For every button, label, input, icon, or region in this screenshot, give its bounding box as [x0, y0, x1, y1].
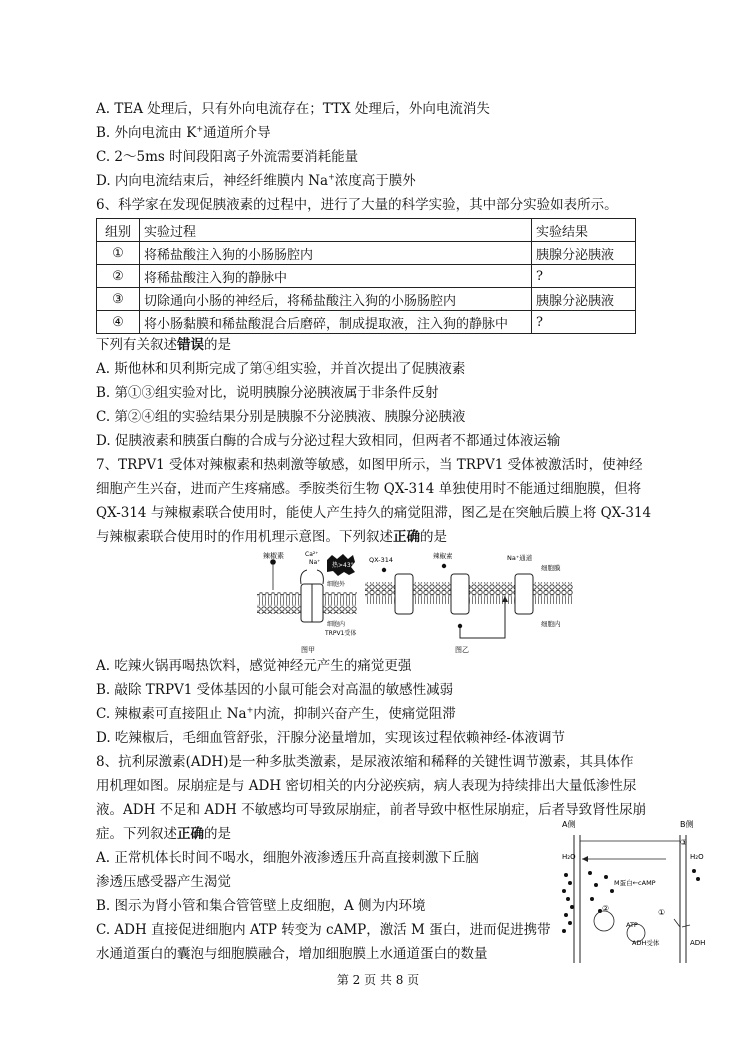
trpv1-channel	[451, 574, 469, 614]
q5-option-c: C. 2～5ms 时间段阳离子外流需要消耗能量	[96, 149, 359, 165]
fig-a-caption: 图甲	[301, 646, 315, 654]
water-right-label: H₂O	[690, 853, 704, 861]
fig-a-heat-label: 热>43℃	[332, 562, 358, 569]
fig-b-qx-label: QX-314	[369, 556, 393, 564]
capsaicin-molecule	[270, 559, 276, 565]
q8-option-c-line2: 水通道蛋白的囊泡与细胞膜融合，增加细胞膜上水通道蛋白的数量	[96, 946, 488, 962]
q8-option-a-line1: A. 正常机体长时间不喝水，细胞外液渗透压升高直接刺激下丘脑	[96, 850, 479, 866]
atp-label: ATP	[626, 921, 638, 929]
fig-a-capsaicin-label: 辣椒素	[263, 552, 284, 560]
water-left-label: H₂O	[562, 853, 576, 861]
fig-b-caption: 图乙	[455, 646, 469, 654]
table-cell: 将稀盐酸注入狗的小肠肠腔内	[140, 242, 532, 265]
q5-option-a: A. TEA 处理后，只有外向电流存在；TTX 处理后，外向电流消失	[96, 101, 490, 117]
q5-option-d: D. 内向电流结束后，神经纤维膜内 Na+浓度高于膜外	[96, 172, 416, 189]
side-a-label: A侧	[562, 820, 576, 829]
fig-b-membrane-label: 细胞膜	[541, 564, 561, 572]
table-cell: ?	[532, 311, 636, 334]
q6-option-d: D. 促胰液素和胰蛋白酶的合成与分泌过程大致相同，但两者不都通过体液运输	[96, 433, 561, 449]
q8-stem-line1: 8、抗利尿激素(ADH)是一种多肽类激素，是尿液浓缩和稀释的关键性调节激素，其具体作	[96, 754, 634, 770]
trpv1-channel	[395, 574, 413, 614]
fig-a-na-label: Na⁺	[309, 559, 321, 566]
q6-prompt: 下列有关叙述错误的是	[96, 337, 231, 353]
q5-option-b: B. 外向电流由 K+通道所介导	[96, 124, 271, 141]
fig-a-out-label: 细胞外	[327, 581, 346, 588]
fig-a	[257, 551, 358, 654]
q8-stem-line4: 症。下列叙述正确的是	[96, 826, 231, 842]
fig-a-in-label: 细胞内	[327, 621, 346, 628]
q7-stem-line1: 7、TRPV1 受体对辣椒素和热刺激等敏感，如图甲所示，当 TRPV1 受体被激活时，使神经	[96, 457, 643, 473]
table-row	[97, 311, 636, 334]
step-3-label: ③	[680, 838, 688, 847]
fig-a-ion-label: Ca²⁺	[305, 551, 319, 558]
q8-stem-line2: 用机理如图。尿崩症是与 ADH 密切相关的内分泌疾病，病人表现为持续排出大量低渗性尿	[96, 778, 637, 794]
na-channel	[515, 574, 533, 614]
q8-option-a-line2: 渗透压感受器产生渴觉	[96, 874, 231, 890]
table-row	[97, 242, 636, 265]
table-header-row	[97, 219, 636, 242]
q6-option-b: B. 第①③组实验对比，说明胰腺分泌胰液属于非条件反射	[96, 385, 439, 401]
table-cell: ①	[97, 242, 140, 265]
q7-figure	[255, 546, 575, 658]
table-cell: 将稀盐酸注入狗的静脉中	[140, 265, 532, 288]
q6-stem: 6、科学家在发现促胰液素的过程中，进行了大量的科学实验，其中部分实验如表所示。	[96, 197, 618, 213]
q8-option-c-line1: C. ADH 直接促进细胞内 ATP 转变为 cAMP，激活 M 蛋白，进而促进携带	[96, 922, 551, 938]
table-row	[97, 265, 636, 288]
table-cell: ③	[97, 288, 140, 311]
capsaicin-molecule	[442, 564, 446, 568]
adh-label: ADH	[690, 939, 706, 947]
q7-option-c: C. 辣椒素可直接阻止 Na+内流，抑制兴奋产生，使痛觉阻滞	[96, 705, 456, 722]
table-header-cell: 实验过程	[140, 219, 532, 242]
q7-option-a: A. 吃辣火锅再喝热饮料，感觉神经元产生的痛觉更强	[96, 658, 412, 674]
table-cell: ?	[532, 265, 636, 288]
step-1-label: ①	[658, 908, 666, 917]
table-row	[97, 288, 636, 311]
side-b-label: B侧	[680, 820, 694, 829]
q7-stem-line2: 细胞产生兴奋，进而产生疼痛感。季胺类衍生物 QX-314 单独使用时不能通过细胞膜，但将	[96, 481, 642, 497]
fig-b-channel-label: Na⁺通道	[507, 554, 533, 562]
table-cell: ④	[97, 311, 140, 334]
table-header-cell: 组别	[97, 219, 140, 242]
qx314-molecule	[382, 568, 386, 572]
qx314-inside-molecule	[458, 624, 462, 628]
step-2-label: ②	[602, 904, 610, 913]
m-protein-label: M蛋白←cAMP	[614, 879, 656, 887]
fig-b	[365, 551, 573, 654]
table-cell: 切除通向小肠的神经后，将稀盐酸注入狗的小肠肠腔内	[140, 288, 532, 311]
table-header-cell: 实验结果	[532, 219, 636, 242]
q6-option-c: C. 第②④组的实验结果分别是胰腺不分泌胰液、胰腺分泌胰液	[96, 409, 466, 425]
q7-stem-line4: 与辣椒素联合使用时的作用机理示意图。下列叙述正确的是	[96, 529, 447, 545]
adh-receptor-label: ADH受体	[632, 939, 660, 947]
q6-option-a: A. 斯他林和贝利斯完成了第④组实验，并首次提出了促胰液素	[96, 361, 466, 377]
fig-b-in-label: 细胞内	[541, 620, 561, 628]
q7-option-b: B. 敲除 TRPV1 受体基因的小鼠可能会对高温的敏感性减弱	[96, 682, 454, 698]
q8-option-b: B. 图示为肾小管和集合管管壁上皮细胞，A 侧为内环境	[96, 898, 426, 914]
fig-b-capsaicin-label: 辣椒素	[433, 552, 453, 560]
table-cell: 胰腺分泌胰液	[532, 242, 636, 265]
q7-option-d: D. 吃辣椒后，毛细血管舒张，汗腺分泌量增加，实现该过程依赖神经-体液调节	[96, 730, 565, 746]
q6-experiment-table	[96, 218, 636, 334]
q8-figure	[556, 815, 716, 965]
table-cell: ②	[97, 265, 140, 288]
q8-stem-line3: 液。ADH 不足和 ADH 不敏感均可导致尿崩症，前者导致中枢性尿崩症，后者导致肾性尿崩	[96, 802, 647, 818]
page-footer: 第 2 页 共 8 页	[336, 973, 420, 987]
fig-a-receptor-label: TRPV1受体	[325, 630, 357, 637]
q7-stem-line3: QX-314 与辣椒素联合使用时，能使人产生持久的痛觉阻滞，图乙是在突触后膜上将 QX-314	[96, 505, 652, 521]
table-cell: 胰腺分泌胰液	[532, 288, 636, 311]
table-cell: 将小肠黏膜和稀盐酸混合后磨碎，制成提取液，注入狗的静脉中	[140, 311, 532, 334]
